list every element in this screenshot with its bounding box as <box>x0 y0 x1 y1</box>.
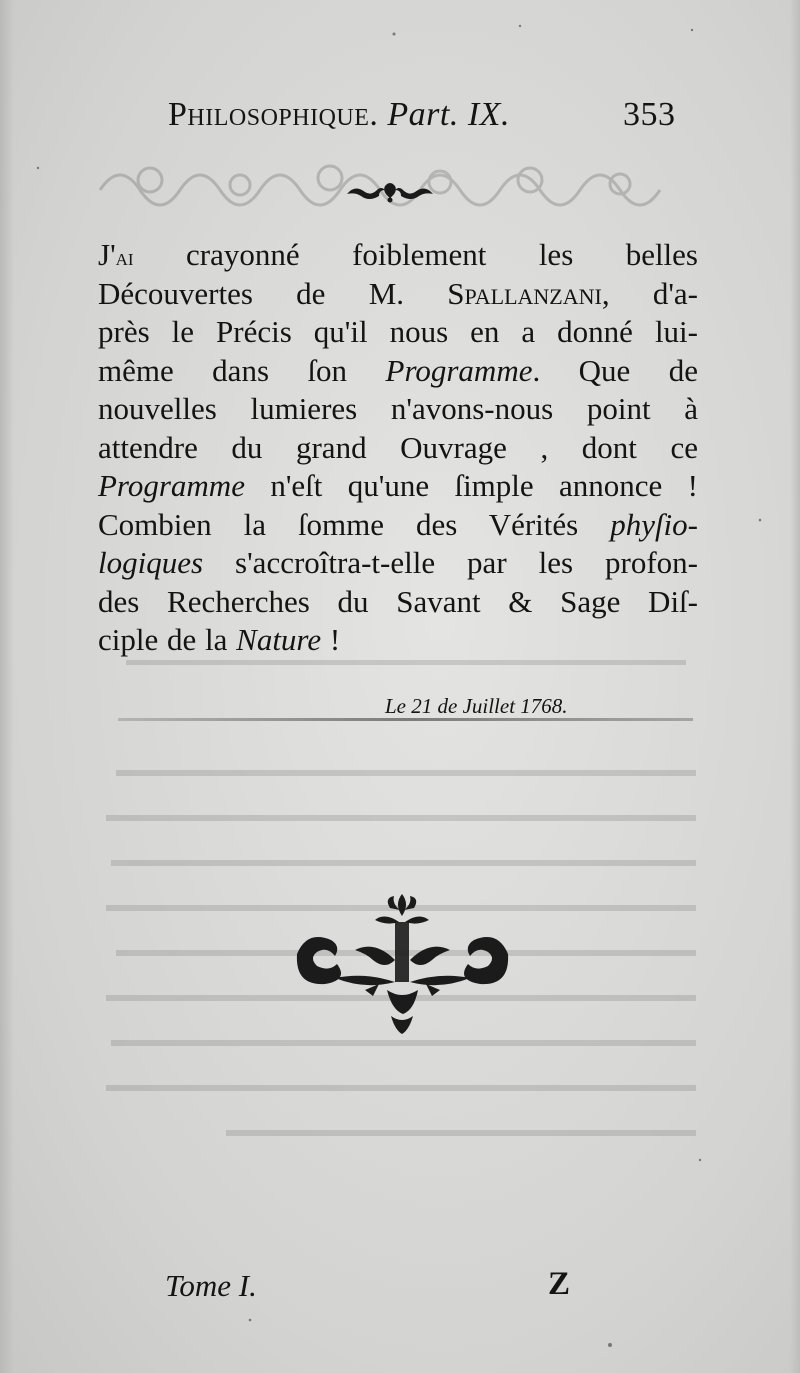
text-run: . Que de <box>532 352 699 388</box>
text-run: attendre du grand Ouvrage , dont ce <box>98 429 698 465</box>
volume-signature: Tome I. <box>165 1268 257 1303</box>
text-run: des Recherches du Savant & Sage Diſ- <box>98 583 698 619</box>
gathering-signature: Z <box>548 1266 571 1302</box>
text-run: , d'a- <box>601 275 699 311</box>
italic-term: phyſio- <box>610 506 698 542</box>
text-run: même dans ſon <box>98 352 386 388</box>
author-name: Spallanzani <box>447 275 602 311</box>
text-run: crayonné foiblement les belles <box>133 237 698 272</box>
italic-term: logiques <box>98 545 204 580</box>
text-run: Découvertes de M. <box>98 275 448 311</box>
italic-term: Nature <box>236 622 322 657</box>
running-head-part: Part. IX. <box>387 96 510 133</box>
text-run: Combien la ſomme des Vérités <box>98 506 611 542</box>
running-head-title: Philosophique. <box>168 96 379 133</box>
text-run: ! <box>321 622 341 657</box>
text-run: n'eſt qu'une ſimple annonce ! <box>244 468 698 503</box>
text-run: s'accroîtra-t-elle par les profon- <box>203 545 698 580</box>
italic-term: Programme <box>385 352 533 388</box>
page-number: 353 <box>623 96 676 133</box>
text-run: ciple de la <box>98 622 237 657</box>
text-run: ai <box>115 245 134 271</box>
text-run: J' <box>98 237 116 272</box>
text-run: nouvelles lumieres n'avons-nous point à <box>98 391 698 426</box>
text-run: près le Précis qu'il nous en a donné lui- <box>98 314 698 349</box>
date-line: Le 21 de Juillet 1768. <box>385 694 568 718</box>
italic-term: Programme <box>98 468 245 503</box>
